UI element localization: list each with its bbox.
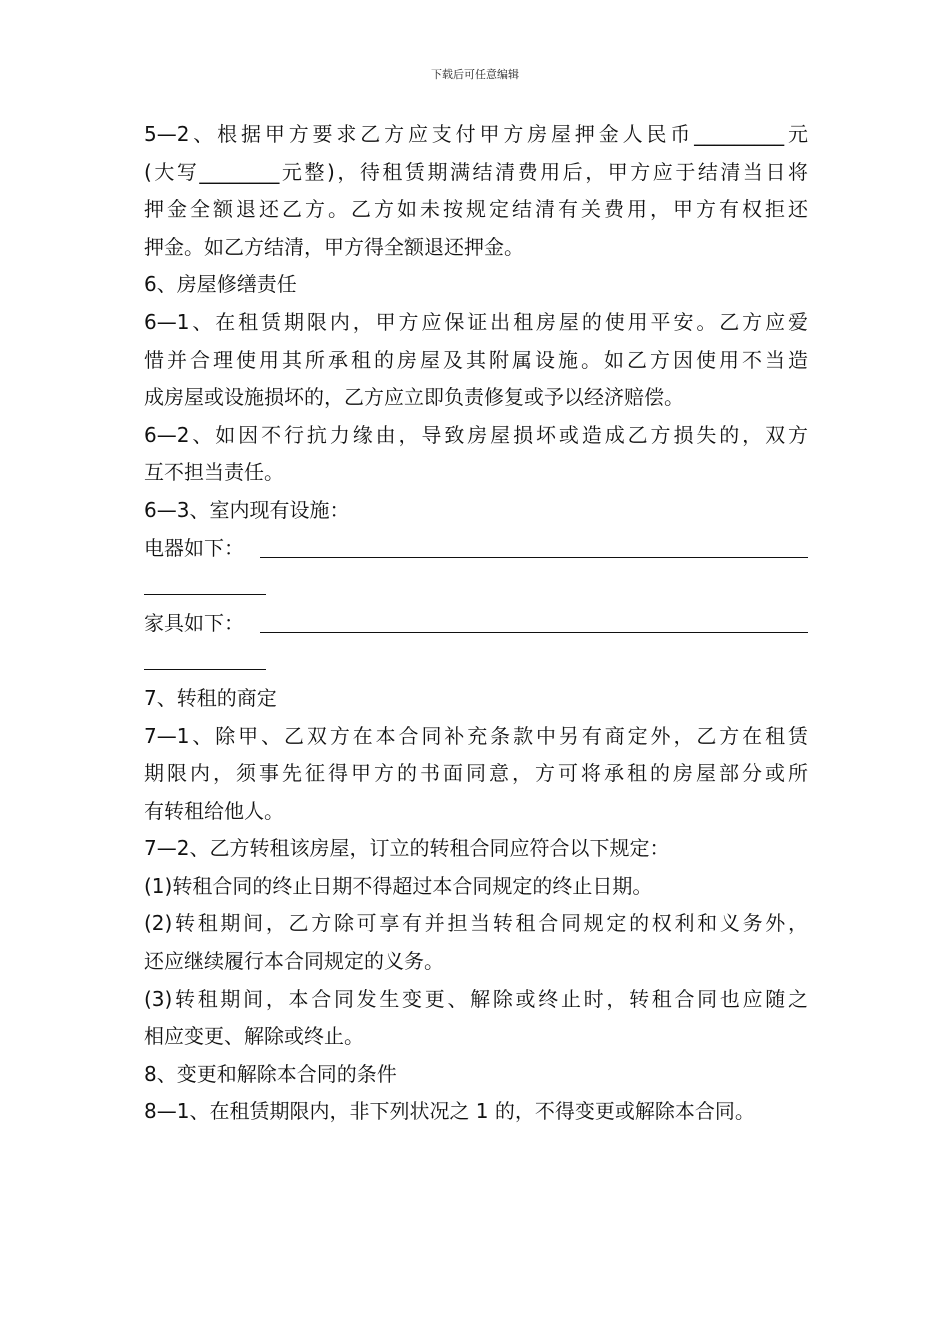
paragraph-line: 相应变更、解除或终止。: [144, 1024, 364, 1049]
appliances-fill-continuation: [144, 567, 808, 605]
paragraph-line: (大写________元整)，待租赁期满结清费用后，甲方应于结清当日将: [144, 159, 808, 184]
fill-underline: [144, 669, 266, 670]
appliances-fill-line: [144, 530, 808, 568]
paragraph-line: 6—3、室内现有设施：: [144, 497, 350, 522]
paragraph-line: (3)转租期间，本合同发生变更、解除或终止时，转租合同也应随之: [144, 986, 808, 1011]
paragraph-line: (2)转租期间，乙方除可享有并担当转租合同规定的权利和义务外，: [144, 911, 808, 936]
paragraph-line: 还应继续履行本合同规定的义务。: [144, 949, 444, 974]
appliances-label: 电器如下：: [144, 535, 244, 560]
furniture-label: 家具如下：: [144, 610, 244, 635]
furniture-fill-continuation: [144, 642, 808, 680]
furniture-fill-line: [144, 605, 808, 643]
page-header: 下载后可任意编辑: [431, 68, 519, 81]
paragraph-line: 6—1、在租赁期限内，甲方应保证出租房屋的使用平安。乙方应爱: [144, 309, 808, 334]
paragraph-line: (1)转租合同的终止日期不得超过本合同规定的终止日期。: [144, 873, 653, 898]
paragraph-line: 6—2、如因不行抗力缘由，导致房屋损坏或造成乙方损失的，双方: [144, 422, 808, 447]
section-heading: 8、变更和解除本合同的条件: [144, 1061, 397, 1086]
paragraph-line: 7—1、除甲、乙双方在本合同补充条款中另有商定外，乙方在租赁: [144, 723, 808, 748]
paragraph-line: 有转租给他人。: [144, 798, 284, 823]
paragraph-line: 互不担当责任。: [144, 460, 284, 485]
paragraph-line: 押金全额退还乙方。乙方如未按规定结清有关费用，甲方有权拒还: [144, 197, 808, 222]
paragraph-line: 5—2、根据甲方要求乙方应支付甲方房屋押金人民币_________元: [144, 122, 808, 146]
document-body: [144, 116, 808, 1131]
paragraph-line: 期限内，须事先征得甲方的书面同意，方可将承租的房屋部分或所: [144, 761, 808, 786]
section-heading: 6、房屋修缮责任: [144, 272, 297, 297]
paragraph-line: 成房屋或设施损坏的，乙方应立即负责修复或予以经济赔偿。: [144, 385, 684, 410]
fill-underline: [260, 557, 808, 558]
fill-underline: [144, 594, 266, 595]
fill-underline: [260, 632, 808, 633]
paragraph-line: 惜并合理使用其所承租的房屋及其附属设施。如乙方因使用不当造: [144, 347, 808, 372]
paragraph-line: 7—2、乙方转租该房屋，订立的转租合同应符合以下规定：: [144, 836, 670, 861]
paragraph-line: 押金。如乙方结清，甲方得全额退还押金。: [144, 234, 524, 259]
paragraph-line: 8—1、在租赁期限内，非下列状况之 1 的，不得变更或解除本合同。: [144, 1099, 755, 1124]
section-heading: 7、转租的商定: [144, 685, 277, 710]
